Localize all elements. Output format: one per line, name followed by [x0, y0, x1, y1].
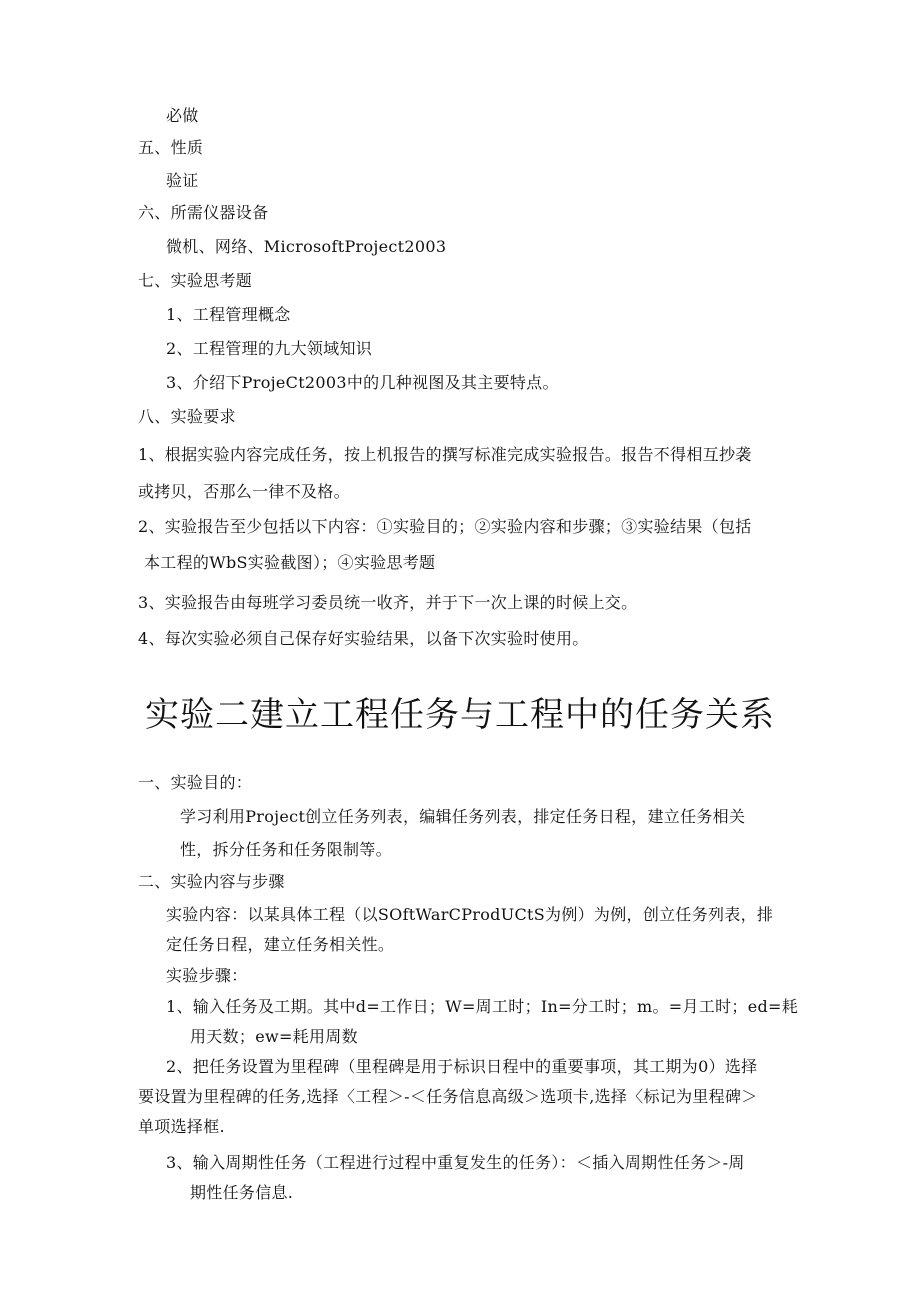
text-line: 要设置为里程碑的任务,选择〈工程＞-＜任务信息高级＞选项卡,选择〈标记为里程碑＞: [138, 1087, 758, 1106]
section-heading: 一、实验目的：: [138, 773, 253, 792]
list-item: 2、把任务设置为里程碑（里程碑是用于标识日程中的重要事项，其工期为0）选择: [166, 1057, 758, 1076]
list-item: 1、工程管理概念: [166, 305, 291, 324]
text-line: 用天数；ew=耗用周数: [190, 1027, 358, 1046]
list-item: 3、输入周期性任务（工程进行过程中重复发生的任务）：＜插入周期性任务＞-周: [166, 1153, 745, 1172]
text-line: 实验内容：以某具体工程（以SOftWarCProdUCtS为例）为例，创立任务列表，排: [166, 905, 774, 924]
text-line: 定任务日程，建立任务相关性。: [166, 935, 395, 954]
text-line: 单项选择框.: [138, 1117, 225, 1136]
text-line: 实验步骤：: [166, 966, 248, 985]
page-title: 实验二建立工程任务与工程中的任务关系: [145, 695, 775, 735]
list-item: 4、每次实验必须自己保存好实验结果，以备下次实验时使用。: [138, 629, 589, 648]
text-line: 或拷贝，否那么一律不及格。: [138, 482, 350, 501]
text-line: 微机、网络、MicrosoftProject2003: [166, 237, 447, 256]
section-heading: 七、实验思考题: [138, 271, 253, 290]
section-heading: 五、性质: [138, 138, 204, 157]
list-item: 3、实验报告由每班学习委员统一收齐，并于下一次上课的时候上交。: [138, 593, 638, 612]
section-heading: 八、实验要求: [138, 407, 236, 426]
text-line: 期性任务信息.: [190, 1183, 294, 1202]
text-line: 学习利用Project创立任务列表，编辑任务列表，排定任务日程，建立任务相关: [180, 807, 746, 826]
list-item: 2、工程管理的九大领域知识: [166, 339, 373, 358]
text-line: 本工程的WbS实验截图）；④实验思考题: [144, 553, 436, 572]
list-item: 2、实验报告至少包括以下内容：①实验目的；②实验内容和步骤；③实验结果（包括: [138, 517, 752, 536]
list-item: 3、介绍下ProjeCt2003中的几种视图及其主要特点。: [166, 373, 559, 392]
section-heading: 二、实验内容与步骤: [138, 872, 285, 891]
list-item: 1、输入任务及工期。其中d=工作日；W=周工时；In=分工时；m。=月工时；ed=耗: [166, 997, 799, 1016]
text-line: 必做: [166, 106, 199, 125]
section-heading: 六、所需仪器设备: [138, 203, 269, 222]
list-item: 1、根据实验内容完成任务，按上机报告的撰写标准完成实验报告。报告不得相互抄袭: [138, 445, 752, 464]
text-line: 性，拆分任务和任务限制等。: [180, 840, 392, 859]
text-line: 验证: [166, 171, 199, 190]
